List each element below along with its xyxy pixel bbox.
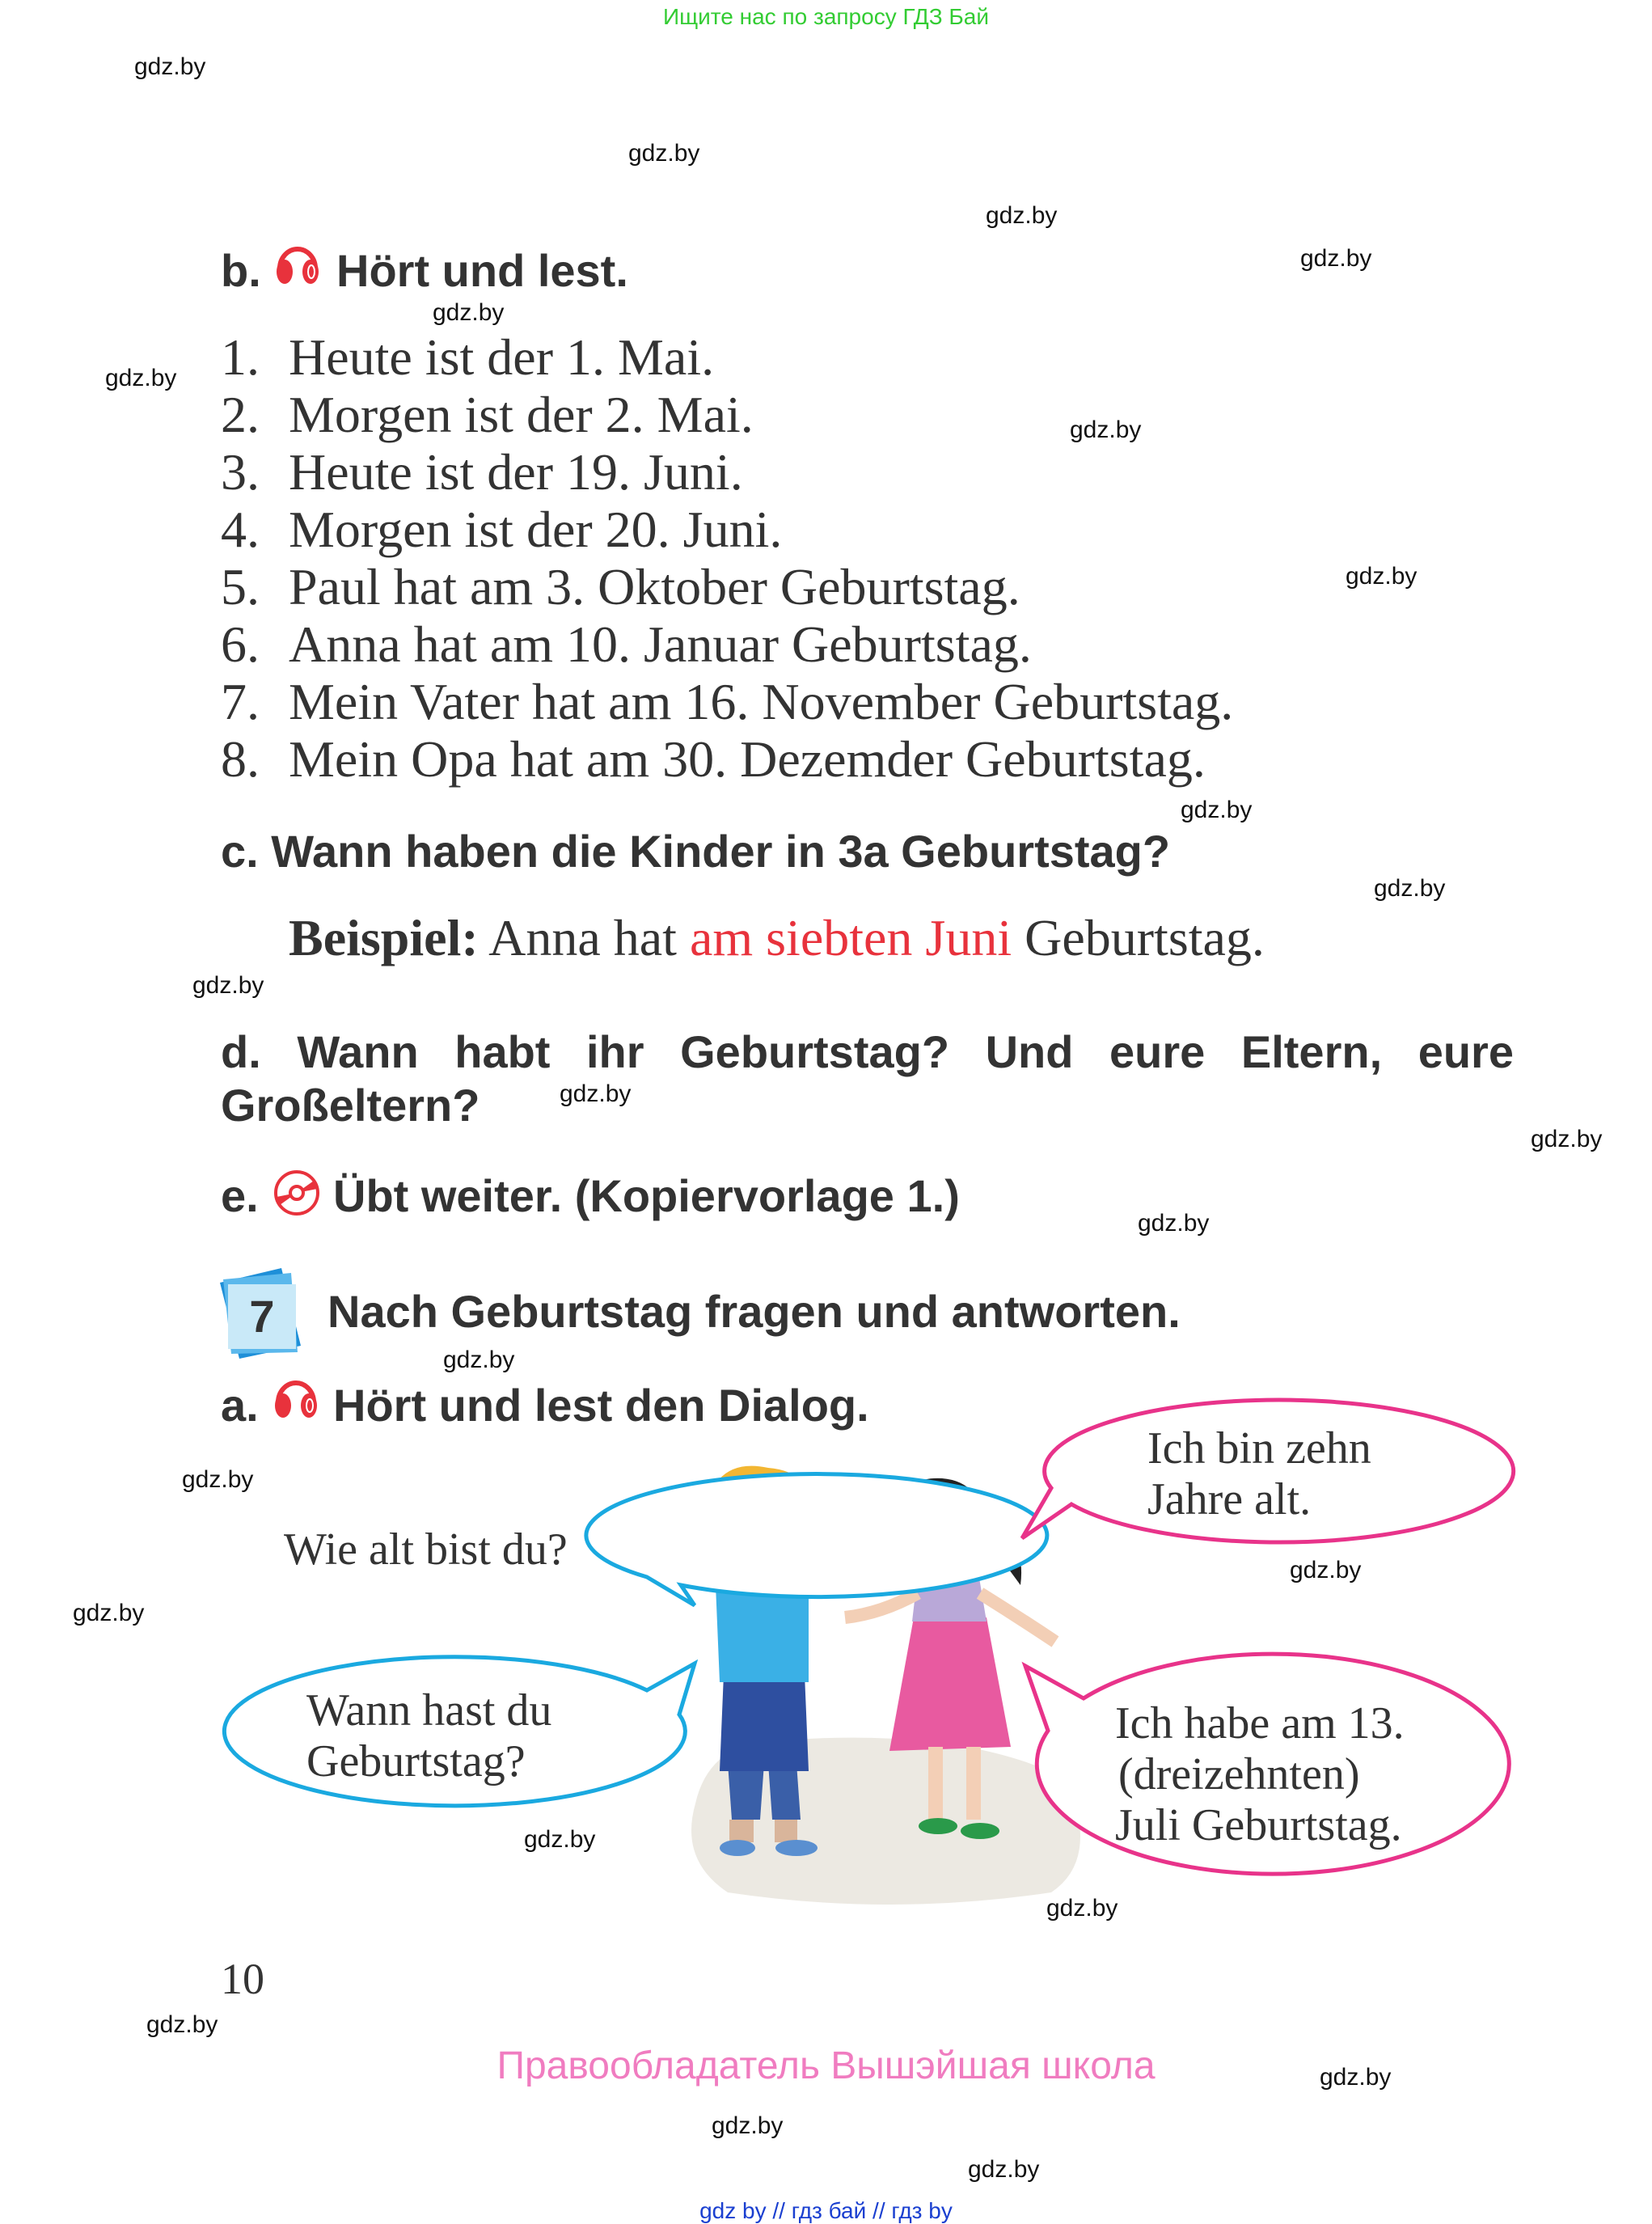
list-number: 7. [221, 673, 260, 730]
bubble-girl-answer-1 [1147, 1423, 1371, 1525]
watermark: gdz.by [524, 1826, 596, 1853]
watermark: gdz.by [1300, 245, 1372, 272]
list-number: 6. [221, 615, 260, 673]
bubble-girl-answer-2 [1115, 1698, 1405, 1851]
bubble-line: (dreizehnten) [1118, 1749, 1360, 1799]
example-label: Beispiel: [289, 909, 479, 966]
bubble-line: Geburtstag? [306, 1736, 526, 1786]
footer-separator: // [872, 2198, 885, 2223]
section-e-letter: e. [221, 1170, 259, 1221]
example-after: Geburtstag. [1025, 909, 1265, 966]
watermark: gdz.by [105, 365, 177, 391]
watermark: gdz.by [1290, 1557, 1362, 1583]
list-number: 8. [221, 730, 260, 788]
list-number: 4. [221, 501, 260, 558]
watermark: gdz.by [986, 202, 1058, 229]
bubble-line: Ich bin zehn [1147, 1423, 1371, 1474]
section-a-letter: a. [221, 1380, 259, 1431]
watermark: gdz.by [134, 53, 206, 80]
section-c-title: c. Wann haben die Kinder in 3a Geburtstag? [221, 826, 1171, 877]
watermark: gdz.by [712, 2112, 784, 2139]
watermark: gdz.by [433, 299, 505, 326]
bubble-line: Jahre alt. [1147, 1474, 1312, 1524]
exercise-number: 7 [228, 1284, 296, 1349]
list-text: Anna hat am 10. Januar Geburtstag. [289, 615, 1032, 673]
watermark: gdz.by [443, 1347, 515, 1373]
watermark: gdz.by [628, 140, 700, 167]
list-text: Paul hat am 3. Oktober Geburtstag. [289, 558, 1020, 615]
watermark: gdz.by [192, 972, 264, 999]
bubble-boy-question-1: Wie alt bist du? [284, 1524, 568, 1575]
footer-links [0, 2198, 1652, 2224]
watermark: gdz.by [1070, 416, 1142, 443]
exercise-title: Nach Geburtstag fragen und antworten. [327, 1286, 1181, 1337]
watermark: gdz.by [146, 2011, 218, 2038]
footer-link[interactable]: гдз by [891, 2198, 953, 2223]
watermark: gdz.by [73, 1600, 145, 1626]
watermark: gdz.by [1181, 797, 1253, 823]
watermark: gdz.by [968, 2156, 1040, 2183]
watermark: gdz.by [1531, 1126, 1603, 1152]
footer-link[interactable]: gdz by [699, 2198, 767, 2223]
list-text: Morgen ist der 20. Juni. [289, 501, 783, 558]
watermark: gdz.by [1374, 875, 1446, 902]
section-b-title: Hört und lest. [336, 245, 628, 296]
bubble-boy-question-2 [306, 1685, 551, 1787]
section-d-text: d. Wann habt ihr Geburtstag? Und eure Eltern, eure Großeltern? [221, 1026, 1514, 1131]
watermark: gdz.by [1346, 563, 1418, 590]
section-e-title: Übt weiter. (Kopiervorlage 1.) [333, 1170, 960, 1221]
watermark: gdz.by [560, 1080, 632, 1107]
watermark: gdz.by [182, 1466, 254, 1493]
copyright-notice: Правообладатель Вышэйшая школа [496, 2044, 1156, 2087]
example-before: Anna hat [488, 909, 677, 966]
search-banner[interactable]: Ищите нас по запросу ГДЗ Бай [662, 4, 990, 29]
list-number: 2. [221, 386, 260, 443]
footer-separator: // [772, 2198, 785, 2223]
list-number: 3. [221, 443, 260, 501]
list-number: 5. [221, 558, 260, 615]
list-text: Morgen ist der 2. Mai. [289, 386, 754, 443]
watermark: gdz.by [1138, 1210, 1210, 1237]
watermark: gdz.by [1046, 1895, 1118, 1922]
list-text: Heute ist der 19. Juni. [289, 443, 743, 501]
section-a-title: Hört und lest den Dialog. [333, 1380, 869, 1431]
footer-link[interactable]: гдз бай [791, 2198, 867, 2223]
list-number: 1. [221, 328, 260, 386]
section-b-letter: b. [221, 245, 261, 296]
example-highlight: am siebten Juni [689, 909, 1012, 966]
bubble-line: Ich habe am 13. [1115, 1698, 1405, 1748]
page-number: 10 [221, 1955, 264, 2003]
list-text: Mein Vater hat am 16. November Geburtstag. [289, 673, 1234, 730]
list-text: Heute ist der 1. Mai. [289, 328, 715, 386]
list-text: Mein Opa hat am 30. Dezemder Geburtstag. [289, 730, 1206, 788]
watermark: gdz.by [1320, 2064, 1392, 2091]
bubble-line: Juli Geburtstag. [1115, 1800, 1402, 1850]
bubble-line: Wann hast du [306, 1685, 552, 1736]
